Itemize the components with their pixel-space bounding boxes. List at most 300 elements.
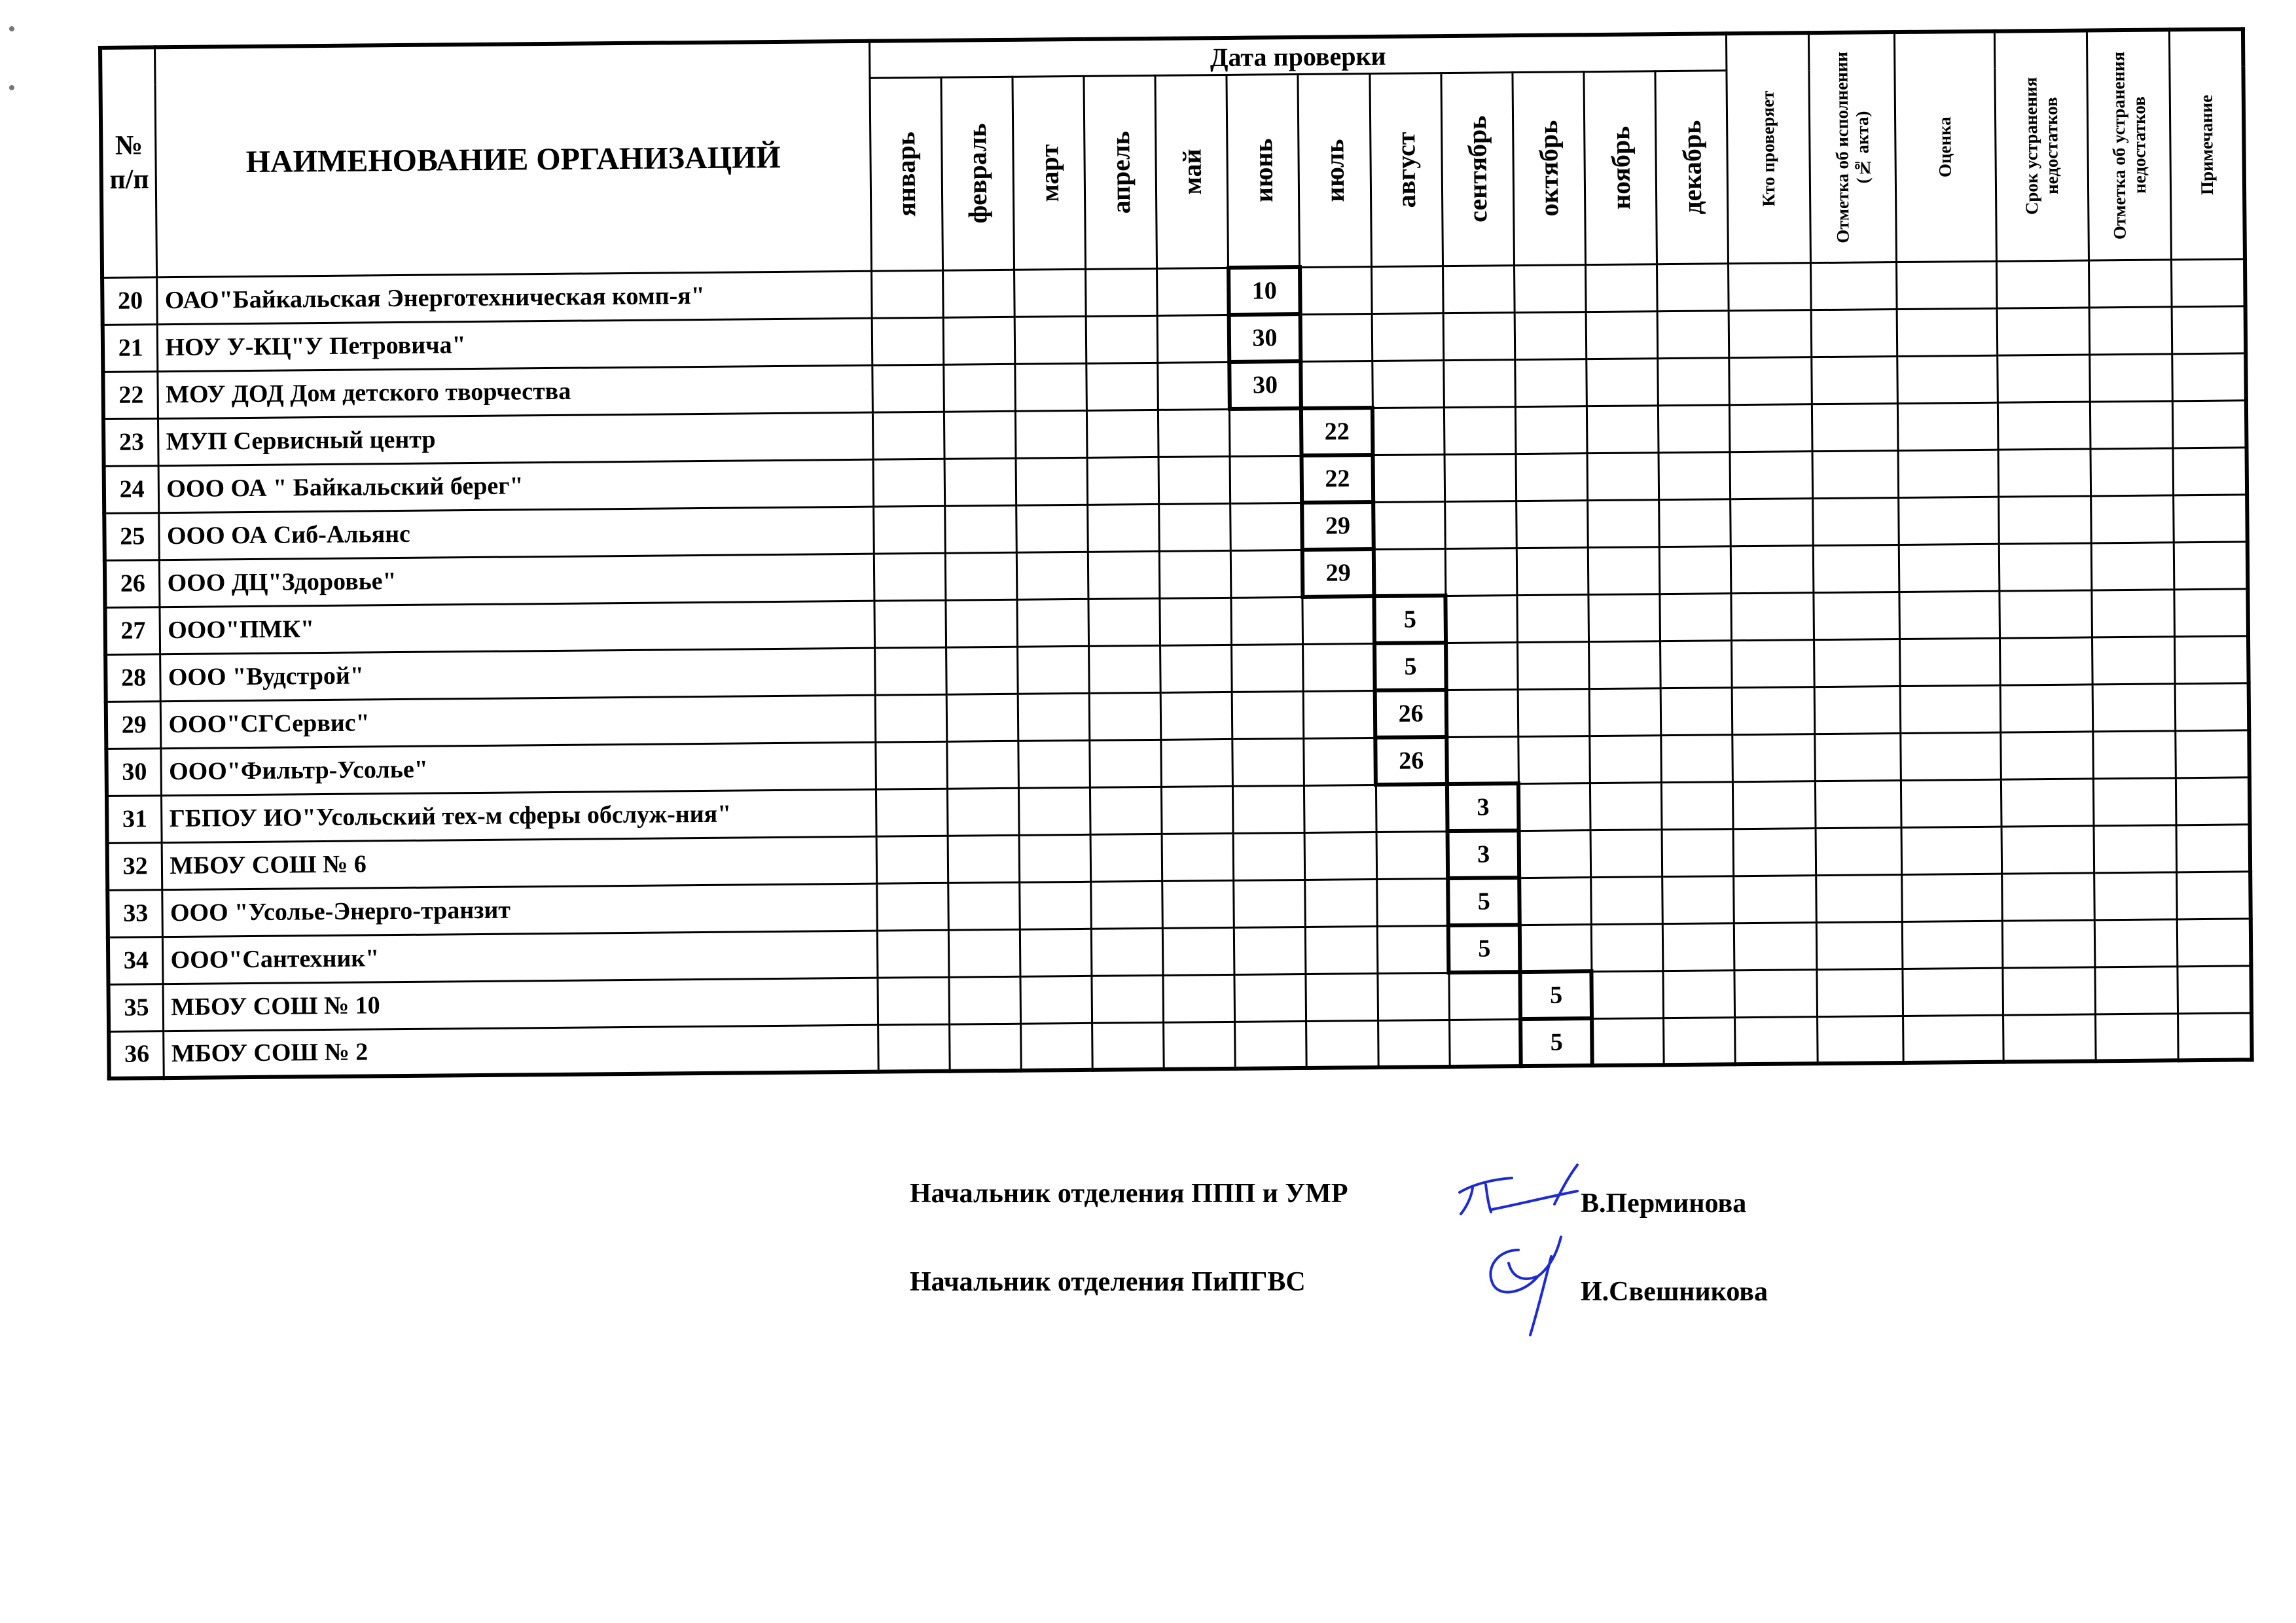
extra-cell xyxy=(2094,872,2178,919)
row-number: 36 xyxy=(109,1031,164,1079)
month-cell xyxy=(1232,691,1304,739)
extra-cell xyxy=(2172,400,2246,448)
inspection-day: 5 xyxy=(1520,1018,1592,1066)
month-cell xyxy=(1588,594,1660,641)
month-cell xyxy=(1090,787,1162,834)
month-cell xyxy=(1091,928,1163,976)
month-cell xyxy=(1374,548,1446,596)
month-cell xyxy=(1089,645,1161,693)
inspection-day: 5 xyxy=(1374,596,1446,643)
month-cell xyxy=(1660,593,1732,641)
month-cell xyxy=(1590,782,1662,830)
month-cell xyxy=(1086,363,1158,410)
month-cell xyxy=(1160,645,1232,692)
month-cell xyxy=(1231,597,1303,645)
month-cell xyxy=(1020,929,1092,976)
month-cell xyxy=(1449,1019,1521,1067)
month-cell xyxy=(878,977,950,1025)
month-cell xyxy=(1592,971,1664,1018)
extra-cell xyxy=(1998,495,2091,543)
extra-cell xyxy=(1812,403,1899,451)
month-cell xyxy=(944,458,1016,506)
month-cell xyxy=(1233,785,1305,833)
extra-cell xyxy=(2002,919,2095,967)
month-label: март xyxy=(1033,143,1064,202)
handwritten-signature xyxy=(1446,1152,1597,1342)
month-cell xyxy=(1587,358,1659,406)
month-cell xyxy=(1372,360,1444,408)
month-label: январь xyxy=(891,131,922,217)
extra-cell xyxy=(1813,497,1899,545)
month-cell xyxy=(1300,313,1372,361)
month-cell xyxy=(1516,500,1588,548)
month-cell xyxy=(1016,457,1088,505)
month-cell xyxy=(1660,640,1732,688)
month-cell xyxy=(873,506,945,554)
extra-cell xyxy=(1897,261,1997,309)
month-cell xyxy=(1162,880,1234,928)
month-label: июнь xyxy=(1248,138,1279,203)
organization-name: ООО ДЦ"Здоровье" xyxy=(160,554,874,607)
month-cell xyxy=(1659,452,1731,499)
month-cell xyxy=(1091,881,1163,929)
month-label: февраль xyxy=(962,123,993,224)
organization-name: МБОУ СОШ № 2 xyxy=(164,1025,878,1079)
month-cell xyxy=(1300,361,1372,408)
month-cell xyxy=(943,317,1015,365)
month-cell xyxy=(1519,830,1591,878)
organization-name: МУП Сервисный центр xyxy=(158,412,873,466)
extra-cell xyxy=(2176,777,2250,825)
month-cell xyxy=(948,882,1020,930)
month-cell xyxy=(1020,882,1092,929)
inspection-day: 5 xyxy=(1520,971,1592,1019)
month-cell xyxy=(1160,550,1232,598)
extra-cell xyxy=(2001,825,2094,873)
month-cell xyxy=(875,694,947,742)
month-label: апрель xyxy=(1105,130,1136,214)
month-cell xyxy=(1514,264,1586,312)
extra-cell xyxy=(2174,588,2248,636)
month-cell xyxy=(949,976,1021,1024)
scan-speck xyxy=(9,85,14,90)
month-header-8 xyxy=(1441,73,1515,266)
extra-cell xyxy=(2091,542,2174,590)
month-cell xyxy=(1086,268,1158,316)
extra-cell xyxy=(1816,827,1902,875)
month-cell xyxy=(1161,739,1233,787)
extra-cell xyxy=(1902,874,2002,921)
signer-position-2: Начальник отделения ПиПГВС xyxy=(910,1267,1306,1297)
row-number: 20 xyxy=(102,277,158,325)
month-label: сентябрь xyxy=(1462,115,1493,223)
month-cell xyxy=(1516,453,1588,501)
extra-cell xyxy=(1901,732,2001,780)
extra-cell xyxy=(1729,262,1812,310)
row-number: 28 xyxy=(105,654,161,702)
month-cell xyxy=(1657,263,1729,311)
month-cell xyxy=(1305,879,1377,927)
month-cell xyxy=(1303,643,1375,691)
extra-cell xyxy=(1734,875,1817,923)
row-number: 29 xyxy=(106,701,162,749)
month-cell xyxy=(876,789,948,836)
month-cell xyxy=(1019,834,1091,882)
extra-cell xyxy=(1901,779,2001,827)
extra-cell xyxy=(2172,353,2246,401)
extra-cell xyxy=(1817,921,1903,969)
header-number: № п/п xyxy=(100,47,157,277)
month-cell xyxy=(1089,692,1161,740)
extra-cell xyxy=(1903,921,2003,969)
extra-cell xyxy=(1732,687,1815,734)
inspection-day: 3 xyxy=(1447,783,1519,831)
organization-name: ОАО"Байкальская Энерготехническая комп-я" xyxy=(157,271,872,325)
extra-cell xyxy=(2092,589,2175,637)
header-deadline-label: Срок устранения недостатков xyxy=(2020,77,2062,215)
month-label: август xyxy=(1391,132,1422,208)
organization-name: ООО ОА " Байкальский берег" xyxy=(159,459,874,513)
extra-cell xyxy=(2003,1014,2096,1061)
extra-cell xyxy=(2001,778,2094,826)
inspection-day: 22 xyxy=(1302,455,1374,503)
month-cell xyxy=(1014,316,1086,364)
month-cell xyxy=(1518,688,1590,736)
extra-cell xyxy=(2174,541,2248,589)
month-cell xyxy=(1376,784,1448,832)
month-cell xyxy=(1590,829,1662,877)
row-number: 27 xyxy=(105,607,160,654)
month-cell xyxy=(945,552,1017,600)
extra-cell xyxy=(2094,825,2177,872)
month-cell xyxy=(1444,501,1516,548)
month-cell xyxy=(876,883,948,931)
extra-cell xyxy=(2089,259,2172,307)
month-cell xyxy=(1443,359,1515,407)
extra-cell xyxy=(2000,637,2092,685)
month-cell xyxy=(1590,735,1662,783)
extra-cell xyxy=(2002,967,2095,1014)
extra-cell xyxy=(1811,309,1897,357)
month-cell xyxy=(1662,781,1734,829)
month-cell xyxy=(874,647,946,695)
extra-cell xyxy=(1731,545,1814,593)
month-cell xyxy=(1305,832,1377,880)
extra-cell xyxy=(1814,639,1901,687)
extra-cell xyxy=(1899,544,2000,592)
extra-cell xyxy=(2176,730,2250,777)
inspection-day: 10 xyxy=(1229,267,1300,315)
extra-cell xyxy=(1734,969,1818,1017)
row-number: 21 xyxy=(103,324,158,372)
extra-cell xyxy=(1733,828,1816,876)
month-cell xyxy=(1088,598,1160,646)
extra-cell xyxy=(2178,1012,2252,1060)
month-cell xyxy=(1014,269,1086,317)
extra-cell xyxy=(2090,401,2174,448)
extra-cell xyxy=(1817,969,1903,1016)
month-cell xyxy=(1306,926,1378,974)
inspection-day: 30 xyxy=(1229,314,1300,362)
month-cell xyxy=(946,694,1018,741)
month-cell xyxy=(1092,975,1164,1023)
header-completion-mark xyxy=(1809,32,1897,262)
month-cell xyxy=(1662,876,1734,923)
month-cell xyxy=(1018,646,1090,694)
row-number: 30 xyxy=(106,748,162,796)
month-cell xyxy=(1158,456,1230,504)
organization-name: МБОУ СОШ № 6 xyxy=(162,836,877,890)
month-cell xyxy=(1378,1020,1450,1067)
extra-cell xyxy=(1899,497,1999,544)
month-cell xyxy=(1233,832,1305,880)
extra-cell xyxy=(1814,544,1900,592)
extra-cell xyxy=(2095,966,2178,1014)
month-cell xyxy=(1306,973,1378,1021)
month-header-7 xyxy=(1370,73,1443,266)
inspection-plan-sheet xyxy=(98,27,2254,1080)
month-cell xyxy=(1021,1023,1093,1071)
month-cell xyxy=(1515,406,1587,454)
extra-cell xyxy=(2175,635,2249,683)
extra-cell xyxy=(1903,1015,2003,1063)
month-label: декабрь xyxy=(1676,120,1708,215)
signer-name-1: В.Перминова xyxy=(1581,1188,1747,1219)
extra-cell xyxy=(1903,968,2003,1016)
header-deadline xyxy=(1994,30,2089,260)
month-cell xyxy=(1446,595,1518,643)
signer-position-1: Начальник отделения ППП и УМР xyxy=(910,1179,1348,1209)
extra-cell xyxy=(2173,447,2247,495)
month-cell xyxy=(1017,599,1089,647)
month-header-10 xyxy=(1584,71,1657,264)
extra-cell xyxy=(1729,310,1812,357)
month-cell xyxy=(1159,503,1231,551)
month-cell xyxy=(1660,687,1732,735)
month-cell xyxy=(1588,546,1660,594)
inspection-day: 29 xyxy=(1302,549,1374,597)
month-cell xyxy=(1164,1022,1236,1069)
inspection-day: 3 xyxy=(1448,830,1520,878)
extra-cell xyxy=(2089,306,2172,354)
month-cell xyxy=(876,836,948,883)
inspection-day: 29 xyxy=(1302,502,1374,550)
month-cell xyxy=(1444,406,1516,454)
month-cell xyxy=(1304,690,1376,738)
month-cell xyxy=(1300,266,1372,314)
month-cell xyxy=(949,1024,1021,1071)
extra-cell xyxy=(1898,402,1998,450)
row-number: 22 xyxy=(103,371,158,419)
inspection-day: 22 xyxy=(1301,408,1373,455)
extra-cell xyxy=(2096,1013,2179,1061)
month-cell xyxy=(1446,689,1518,737)
extra-cell xyxy=(1999,543,2092,590)
header-inspector xyxy=(1727,33,1811,263)
month-cell xyxy=(1659,546,1731,594)
month-cell xyxy=(1018,787,1090,835)
month-cell xyxy=(1372,407,1444,455)
extra-cell xyxy=(2000,684,2093,732)
month-cell xyxy=(1518,783,1590,830)
month-cell xyxy=(1658,404,1730,452)
month-cell xyxy=(1157,268,1229,315)
month-cell xyxy=(1516,547,1588,595)
month-cell xyxy=(1158,409,1230,457)
row-number: 24 xyxy=(104,465,160,513)
extra-cell xyxy=(1898,450,1998,497)
organization-name: МБОУ СОШ № 10 xyxy=(163,978,878,1031)
month-cell xyxy=(1661,734,1733,782)
scan-speck xyxy=(9,26,14,31)
month-cell xyxy=(1163,927,1235,975)
extra-cell xyxy=(1814,686,1901,734)
month-cell xyxy=(948,835,1020,883)
month-cell xyxy=(1591,923,1663,971)
row-number: 34 xyxy=(108,936,164,984)
month-cell xyxy=(1662,923,1734,971)
month-cell xyxy=(1444,454,1516,501)
inspection-day: 26 xyxy=(1375,690,1447,738)
month-label: ноябрь xyxy=(1605,126,1636,210)
organization-name: ООО"ПМК" xyxy=(160,601,874,654)
extra-cell xyxy=(1730,404,1813,452)
row-number: 23 xyxy=(103,418,159,466)
month-cell xyxy=(944,364,1016,412)
header-rating xyxy=(1895,31,1996,262)
extra-cell xyxy=(1730,451,1813,499)
month-cell xyxy=(1373,501,1445,549)
extra-cell xyxy=(1812,450,1899,498)
header-fix-mark-label: Отметка об устранения недостатков xyxy=(2108,51,2149,240)
month-cell xyxy=(1662,829,1734,876)
header-inspection-date: Дата проверки xyxy=(869,33,1727,78)
month-cell xyxy=(1377,925,1449,973)
extra-cell xyxy=(2093,730,2176,778)
month-cell xyxy=(871,270,943,318)
organization-name: ООО "Усолье-Энерго-транзит xyxy=(162,883,877,937)
extra-cell xyxy=(2177,871,2251,919)
month-cell xyxy=(1371,266,1443,313)
month-cell xyxy=(1304,738,1376,785)
extra-cell xyxy=(1729,357,1812,404)
month-cell xyxy=(1090,740,1162,787)
extra-cell xyxy=(2175,683,2249,730)
month-cell xyxy=(1016,505,1088,552)
header-note xyxy=(2170,29,2245,259)
month-cell xyxy=(1588,499,1660,547)
month-header-2 xyxy=(1013,76,1086,269)
inspection-day: 5 xyxy=(1448,878,1520,925)
organization-name: МОУ ДОД Дом детского творчества xyxy=(158,365,872,419)
month-cell xyxy=(1589,688,1661,736)
extra-cell xyxy=(2177,918,2251,966)
month-cell xyxy=(1658,357,1730,405)
month-cell xyxy=(1015,363,1087,411)
month-cell xyxy=(1163,974,1235,1022)
row-number: 25 xyxy=(104,512,160,560)
month-cell xyxy=(1449,972,1521,1020)
extra-cell xyxy=(2172,259,2246,306)
month-header-3 xyxy=(1084,75,1157,268)
extra-cell xyxy=(1816,780,1902,828)
extra-cell xyxy=(2176,824,2250,872)
month-header-9 xyxy=(1513,72,1586,265)
extra-cell xyxy=(1732,734,1816,781)
header-organization-name: НАИМЕНОВАНИЕ ОРГАНИЗАЦИЙ xyxy=(155,41,871,277)
extra-cell xyxy=(2178,965,2251,1013)
month-cell xyxy=(1015,410,1087,458)
header-rating-label: Оценка xyxy=(1935,116,1956,178)
extra-cell xyxy=(1816,874,1903,922)
row-number: 26 xyxy=(105,560,160,607)
month-cell xyxy=(1086,315,1158,363)
extra-cell xyxy=(2092,636,2176,684)
extra-cell xyxy=(1998,448,2091,496)
month-cell xyxy=(1518,736,1590,783)
extra-cell xyxy=(1814,592,1900,639)
extra-cell xyxy=(1996,260,2089,308)
extra-cell xyxy=(2094,777,2177,825)
extra-cell xyxy=(1899,591,2000,639)
month-cell xyxy=(1234,974,1306,1022)
month-cell xyxy=(1446,642,1518,690)
month-cell xyxy=(1445,548,1517,596)
header-inspector-label: Кто проверяет xyxy=(1757,90,1779,207)
month-cell xyxy=(1443,265,1515,313)
month-label: июль xyxy=(1319,138,1350,202)
month-cell xyxy=(872,365,944,412)
month-cell xyxy=(1092,1022,1164,1070)
row-number: 33 xyxy=(107,889,163,937)
extra-cell xyxy=(1897,355,1998,403)
month-cell xyxy=(1376,878,1448,926)
extra-cell xyxy=(2172,306,2246,353)
month-cell xyxy=(1232,644,1304,692)
organization-name: ООО"Фильтр-Усолье" xyxy=(161,742,876,796)
extra-cell xyxy=(1901,827,2001,874)
month-cell xyxy=(1016,552,1088,599)
extra-cell xyxy=(1731,498,1814,546)
month-cell xyxy=(1230,455,1302,503)
month-header-1 xyxy=(941,77,1014,270)
month-cell xyxy=(945,505,1017,553)
row-number: 35 xyxy=(109,984,164,1031)
header-note-label: Примечание xyxy=(2196,94,2217,195)
header-fix-mark xyxy=(2087,29,2172,260)
month-cell xyxy=(872,412,944,459)
extra-cell xyxy=(2001,872,2094,920)
extra-cell xyxy=(2090,353,2173,401)
row-number: 31 xyxy=(107,795,162,843)
month-cell xyxy=(1018,693,1090,741)
month-cell xyxy=(947,788,1019,836)
organization-name: ГБПОУ ИО"Усольский тех-м сферы обслуж-ния" xyxy=(162,789,876,843)
month-cell xyxy=(872,317,944,365)
month-cell xyxy=(1230,408,1302,456)
extra-cell xyxy=(1897,308,1998,356)
month-cell xyxy=(1306,1020,1378,1068)
extra-cell xyxy=(1818,1016,1904,1063)
month-cell xyxy=(876,741,948,789)
month-cell xyxy=(1302,596,1374,644)
extra-cell xyxy=(2174,494,2248,542)
organization-name: ООО"СГСервис" xyxy=(161,695,876,749)
extra-cell xyxy=(2000,731,2093,779)
month-cell xyxy=(946,599,1018,647)
month-header-5 xyxy=(1227,75,1300,268)
extra-cell xyxy=(1732,639,1815,687)
